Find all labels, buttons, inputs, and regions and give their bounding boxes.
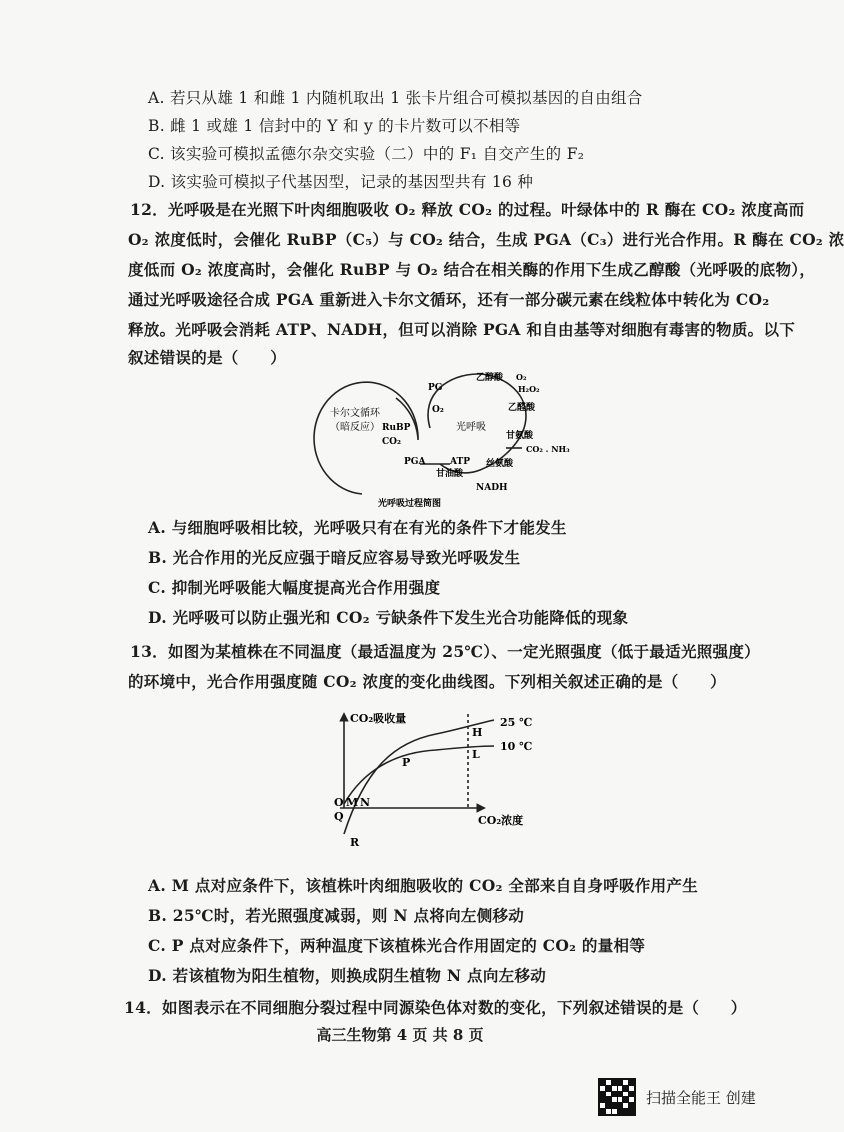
x-axis-label: CO₂浓度 — [478, 814, 524, 827]
point-l: L — [472, 748, 480, 761]
q14-stem: 14．如图表示在不同细胞分裂过程中同源染色体对数的变化，下列叙述错误的是（ ） — [124, 998, 747, 1017]
o2-label: O₂ — [432, 405, 444, 415]
h2o2-label: H₂O₂ — [518, 384, 540, 394]
q12-option-c: C. 抑制光呼吸能大幅度提高光合作用强度 — [148, 578, 441, 597]
point-r: R — [350, 836, 360, 849]
point-h: H — [472, 726, 483, 739]
q12-stem-line: 叙述错误的是（ ） — [128, 348, 287, 367]
qr-code-icon — [598, 1078, 636, 1116]
y-axis-label: CO₂吸收量 — [350, 712, 407, 725]
q11-option-d: D. 该实验可模拟子代基因型，记录的基因型共有 16 种 — [148, 173, 534, 191]
q13-stem-line: 13．如图为某植株在不同温度（最适温度为 25℃）、一定光照强度（低于最适光照强度） — [130, 642, 760, 661]
series-10c-label: 10 ℃ — [500, 740, 533, 753]
photorespiration-label: 光呼吸 — [456, 422, 486, 433]
glyoxylate-label: 乙醛酸 — [508, 403, 536, 413]
scanner-label: 扫描全能王 创建 — [646, 1088, 756, 1107]
serine-label: 丝氨酸 — [486, 459, 514, 469]
atp-label: ATP — [450, 457, 470, 467]
calvin-cycle-arc — [314, 382, 418, 494]
cycle-label: 卡尔文循环 — [330, 408, 380, 419]
q13-option-a: A. M 点对应条件下，该植株叶肉细胞吸收的 CO₂ 全部来自自身呼吸作用产生 — [148, 876, 698, 895]
co2-label: CO₂ — [382, 437, 401, 447]
co2-chart — [326, 706, 576, 854]
scanner-watermark — [598, 1078, 756, 1116]
o2-label: O₂ — [516, 372, 527, 382]
point-o: O — [334, 796, 344, 809]
q12-option-b: B. 光合作用的光反应强于暗反应容易导致光呼吸发生 — [148, 548, 521, 567]
nadh-label: NADH — [476, 483, 508, 493]
page-footer: 高三生物第 4 页 共 8 页 — [316, 1026, 484, 1044]
series-25c-label: 25 ℃ — [500, 716, 533, 729]
pg-label: PG — [428, 383, 443, 393]
q13-option-c: C. P 点对应条件下，两种温度下该植株光合作用固定的 CO₂ 的量相等 — [148, 936, 646, 955]
point-p: P — [402, 756, 411, 769]
diagram-caption: 光呼吸过程简图 — [378, 499, 442, 509]
glycine-label: 甘氨酸 — [506, 431, 534, 441]
q12-option-d: D. 光呼吸可以防止强光和 CO₂ 亏缺条件下发生光合功能降低的现象 — [148, 608, 629, 627]
photorespiration-diagram — [300, 368, 570, 512]
q11-option-c: C. 该实验可模拟孟德尔杂交实验（二）中的 F₁ 自交产生的 F₂ — [148, 145, 585, 163]
point-n: N — [360, 796, 371, 809]
q12-stem-line: 12．光呼吸是在光照下叶肉细胞吸收 O₂ 释放 CO₂ 的过程。叶绿体中的 R 酶在 CO₂ 浓度高而 — [130, 200, 805, 219]
q12-stem-line: 释放。光呼吸会消耗 ATP、NADH，但可以消除 PGA 和自由基等对细胞有毒害的物质。以下 — [128, 320, 796, 339]
q12-stem-line: O₂ 浓度低时，会催化 RuBP（C₅）与 CO₂ 结合，生成 PGA（C₃）进行光合作用。R 酶在 CO₂ 浓 — [128, 230, 844, 249]
point-q: Q — [334, 810, 344, 823]
q13-option-d: D. 若该植物为阳生植物，则换成阴生植物 N 点向左移动 — [148, 966, 547, 985]
q12-stem-line: 度低而 O₂ 浓度高时，会催化 RuBP 与 O₂ 结合在相关酶的作用下生成乙醇酸（光呼吸的底物）， — [128, 260, 816, 279]
q11-option-b: B. 雌 1 或雄 1 信封中的 Y 和 y 的卡片数可以不相等 — [148, 117, 521, 135]
rubp-label: RuBP — [382, 423, 411, 433]
glycerate-label: 甘油酸 — [436, 469, 464, 479]
q13-option-b: B. 25℃时，若光照强度减弱，则 N 点将向左侧移动 — [148, 906, 525, 925]
cycle-label: （暗反应） — [330, 422, 380, 433]
glycolate-label: 乙醇酸 — [476, 373, 504, 383]
q13-stem-line: 的环境中，光合作用强度随 CO₂ 浓度的变化曲线图。下列相关叙述正确的是（ ） — [128, 672, 726, 691]
pga-label: PGA — [404, 457, 426, 467]
q11-option-a: A. 若只从雄 1 和雌 1 内随机取出 1 张卡片组合可模拟基因的自由组合 — [148, 89, 643, 107]
q12-stem-line: 通过光呼吸途径合成 PGA 重新进入卡尔文循环，还有一部分碳元素在线粒体中转化为 CO₂ — [128, 290, 770, 309]
q12-option-a: A. 与细胞呼吸相比较，光呼吸只有在有光的条件下才能发生 — [148, 518, 567, 537]
point-m: M — [346, 796, 359, 809]
co2-nh3-label: CO₂ . NH₃ — [526, 444, 570, 454]
